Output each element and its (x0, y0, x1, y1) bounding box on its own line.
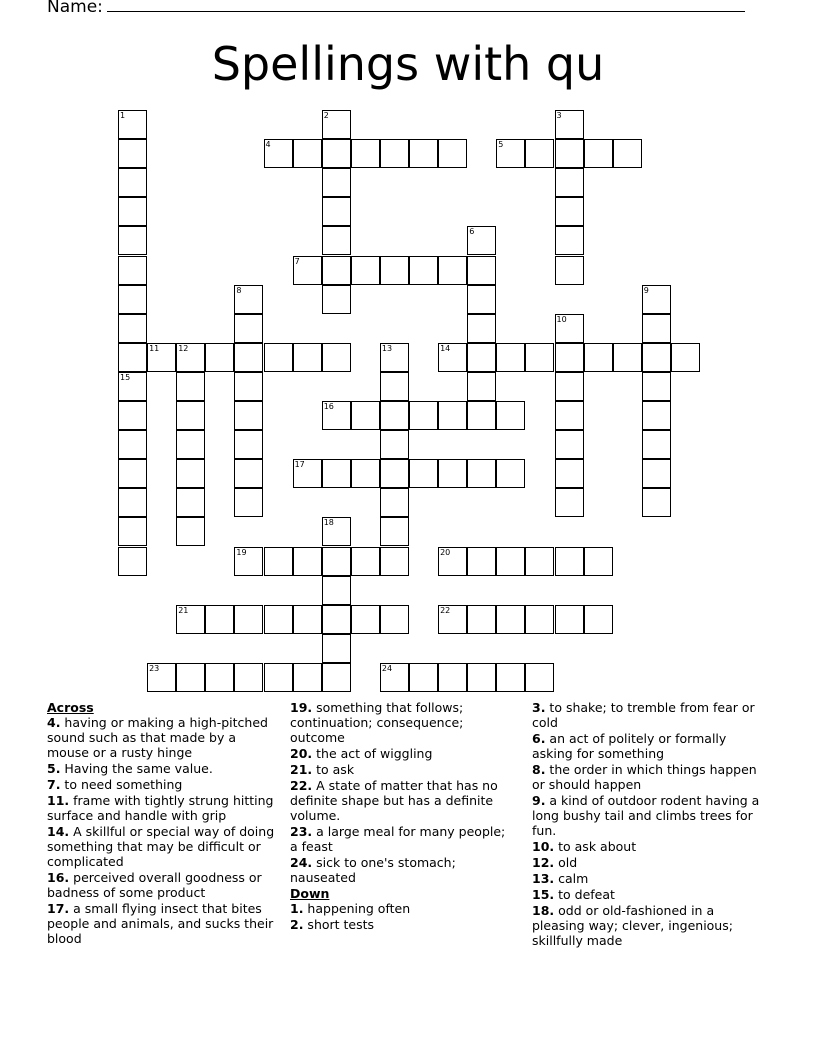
grid-cell[interactable] (496, 401, 525, 430)
grid-cell[interactable] (264, 605, 293, 634)
across-clue (47, 824, 281, 869)
grid-cell[interactable] (438, 459, 467, 488)
clue-number: 14. (47, 824, 70, 839)
grid-cell[interactable] (118, 226, 147, 255)
page-title: Spellings with qu (211, 37, 605, 91)
clues-column-2 (290, 700, 512, 933)
down-clue (532, 855, 766, 870)
clue-text: short tests (303, 917, 375, 932)
grid-cell[interactable] (496, 605, 525, 634)
grid-cell[interactable] (322, 256, 351, 285)
grid-cell[interactable] (234, 285, 263, 314)
grid-cell[interactable] (555, 459, 584, 488)
grid-cell[interactable] (293, 459, 322, 488)
down-clue (290, 901, 512, 916)
across-clue (290, 746, 512, 761)
grid-cell[interactable] (176, 605, 205, 634)
clue-number: 18 (323, 518, 334, 528)
down-clue (532, 887, 766, 902)
across-clue (47, 870, 281, 900)
grid-cell[interactable] (234, 663, 263, 692)
grid-cell[interactable] (555, 314, 584, 343)
grid-cell[interactable] (584, 139, 613, 168)
grid-cell[interactable] (642, 314, 671, 343)
clue-number: 8. (532, 762, 546, 777)
grid-cell[interactable] (118, 139, 147, 168)
across-clue (290, 855, 512, 885)
grid-cell[interactable] (380, 343, 409, 372)
grid-cell[interactable] (380, 256, 409, 285)
clue-text: to ask about (554, 839, 637, 854)
grid-cell[interactable] (467, 285, 496, 314)
grid-cell[interactable] (555, 605, 584, 634)
grid-cell[interactable] (176, 430, 205, 459)
grid-cell[interactable] (118, 517, 147, 546)
grid-cell[interactable] (234, 605, 263, 634)
clue-number: 5. (47, 761, 61, 776)
grid-cell[interactable] (438, 343, 467, 372)
clue-number: 13 (381, 343, 393, 353)
clue-number: 14 (440, 343, 451, 353)
grid-cell[interactable] (642, 343, 671, 372)
grid-cell[interactable] (205, 343, 234, 372)
grid-cell[interactable] (351, 401, 380, 430)
grid-cell[interactable] (555, 226, 584, 255)
grid-cell[interactable] (438, 663, 467, 692)
grid-cell[interactable] (118, 372, 147, 401)
clues-column-1 (47, 700, 281, 947)
grid-cell[interactable] (438, 256, 467, 285)
clue-text: Having the same value. (60, 761, 213, 776)
clue-number: 1 (120, 111, 126, 120)
grid-cell[interactable] (671, 343, 700, 372)
grid-cell[interactable] (555, 197, 584, 226)
clue-text: A state of matter that has no definite shape but has a definite volume. (290, 778, 498, 823)
clue-number: 16 (323, 402, 334, 411)
grid-cell[interactable] (118, 547, 147, 576)
clue-number: 20 (440, 547, 451, 557)
grid-cell[interactable] (496, 459, 525, 488)
grid-cell[interactable] (496, 663, 525, 692)
clue-number: 12 (178, 343, 189, 353)
clue-number: 11. (47, 793, 70, 808)
down-heading: Down (290, 886, 330, 901)
clue-number: 3. (532, 700, 546, 715)
clue-number: 23 (149, 663, 160, 673)
grid-cell[interactable] (584, 547, 613, 576)
clue-number: 20. (290, 746, 313, 761)
clue-number: 7 (294, 256, 300, 266)
grid-cell[interactable] (322, 547, 351, 576)
clue-number: 3 (556, 111, 562, 120)
grid-cell[interactable] (264, 663, 293, 692)
clue-text: having or making a high-pitched sound such as that made by a mouse or a rusty hinge (47, 715, 268, 760)
grid-cell[interactable] (584, 605, 613, 634)
down-clue (532, 871, 766, 886)
grid-cell[interactable] (438, 139, 467, 168)
grid-cell[interactable] (176, 343, 205, 372)
grid-cell[interactable] (293, 139, 322, 168)
clue-number: 22 (440, 605, 451, 615)
grid-cell[interactable] (467, 401, 496, 430)
clue-number: 21 (178, 605, 189, 615)
grid-cell[interactable] (409, 139, 438, 168)
grid-cell[interactable] (380, 663, 409, 692)
across-clue (47, 761, 281, 776)
grid-cell[interactable] (351, 256, 380, 285)
grid-cell[interactable] (322, 110, 351, 139)
grid-cell[interactable] (467, 459, 496, 488)
grid-cell[interactable] (293, 605, 322, 634)
grid-cell[interactable] (555, 110, 584, 139)
grid-cell[interactable] (380, 139, 409, 168)
clue-text: the act of wiggling (312, 746, 433, 761)
grid-cell[interactable] (322, 401, 351, 430)
clue-number: 13. (532, 871, 555, 886)
clue-text: to ask (312, 762, 355, 777)
grid-cell[interactable] (525, 663, 554, 692)
grid-cell[interactable] (438, 401, 467, 430)
grid-cell[interactable] (351, 605, 380, 634)
grid-cell[interactable] (525, 139, 554, 168)
clue-number: 2 (323, 111, 329, 120)
grid-cell[interactable] (322, 459, 351, 488)
across-clue (47, 901, 281, 946)
grid-cell[interactable] (322, 576, 351, 605)
grid-cell[interactable] (118, 488, 147, 517)
grid-cell[interactable] (467, 605, 496, 634)
grid-cell[interactable] (467, 663, 496, 692)
across-heading: Across (47, 700, 94, 715)
grid-cell[interactable] (642, 401, 671, 430)
grid-cell[interactable] (380, 372, 409, 401)
grid-cell[interactable] (496, 139, 525, 168)
grid-cell[interactable] (147, 343, 176, 372)
clue-text: to need something (60, 777, 183, 792)
grid-cell[interactable] (176, 488, 205, 517)
clue-text: the order in which things happen or should happen (532, 762, 757, 792)
grid-cell[interactable] (118, 285, 147, 314)
grid-cell[interactable] (176, 517, 205, 546)
clue-number: 16. (47, 870, 70, 885)
grid-cell[interactable] (555, 168, 584, 197)
clue-number: 22. (290, 778, 313, 793)
grid-cell[interactable] (555, 488, 584, 517)
clue-number: 19 (236, 547, 247, 557)
clue-text: happening often (303, 901, 411, 916)
grid-cell[interactable] (409, 663, 438, 692)
across-clue (290, 824, 512, 854)
clue-number: 7. (47, 777, 61, 792)
clue-number: 5 (498, 140, 504, 150)
grid-cell[interactable] (525, 343, 554, 372)
grid-cell[interactable] (234, 372, 263, 401)
grid-cell[interactable] (176, 372, 205, 401)
grid-cell[interactable] (176, 401, 205, 430)
clue-number: 17 (294, 460, 305, 470)
clue-number: 15. (532, 887, 555, 902)
clue-number: 11 (149, 343, 160, 353)
grid-cell[interactable] (118, 168, 147, 197)
clue-number: 23. (290, 824, 313, 839)
clue-number: 8 (236, 285, 242, 295)
grid-cell[interactable] (205, 605, 234, 634)
grid-cell[interactable] (467, 226, 496, 255)
grid-cell[interactable] (642, 285, 671, 314)
grid-cell[interactable] (380, 517, 409, 546)
grid-cell[interactable] (234, 488, 263, 517)
grid-cell[interactable] (351, 459, 380, 488)
clue-number: 18. (532, 903, 555, 918)
grid-cell[interactable] (409, 256, 438, 285)
clue-text: perceived overall goodness or badness of some product (47, 870, 262, 900)
grid-cell[interactable] (438, 547, 467, 576)
grid-cell[interactable] (380, 430, 409, 459)
grid-cell[interactable] (380, 401, 409, 430)
down-clue (290, 917, 512, 932)
clue-text: a large meal for many people; a feast (290, 824, 506, 854)
grid-cell[interactable] (147, 663, 176, 692)
clue-number: 24 (381, 663, 393, 673)
grid-cell[interactable] (234, 343, 263, 372)
clue-number: 15 (120, 372, 131, 382)
clue-number: 10. (532, 839, 555, 854)
down-clue (532, 762, 766, 792)
grid-cell[interactable] (351, 139, 380, 168)
grid-cell[interactable] (555, 430, 584, 459)
grid-cell[interactable] (555, 139, 584, 168)
clue-text: frame with tightly strung hitting surface and handle with grip (47, 793, 274, 823)
grid-cell[interactable] (118, 343, 147, 372)
grid-cell[interactable] (555, 372, 584, 401)
grid-cell[interactable] (642, 488, 671, 517)
grid-cell[interactable] (205, 663, 234, 692)
grid-cell[interactable] (322, 285, 351, 314)
grid-cell[interactable] (176, 663, 205, 692)
clue-number: 21. (290, 762, 313, 777)
clue-number: 24. (290, 855, 313, 870)
clue-number: 6 (469, 227, 475, 237)
clue-text: to shake; to tremble from fear or cold (532, 700, 755, 730)
grid-cell[interactable] (118, 401, 147, 430)
grid-cell[interactable] (293, 547, 322, 576)
grid-cell[interactable] (322, 226, 351, 255)
grid-cell[interactable] (496, 547, 525, 576)
across-clue (290, 700, 512, 745)
grid-cell[interactable] (293, 343, 322, 372)
grid-cell[interactable] (322, 605, 351, 634)
grid-cell[interactable] (467, 372, 496, 401)
grid-cell[interactable] (525, 605, 554, 634)
grid-cell[interactable] (322, 517, 351, 546)
grid-cell[interactable] (438, 605, 467, 634)
across-clue (47, 777, 281, 792)
grid-cell[interactable] (118, 197, 147, 226)
down-clue (532, 731, 766, 761)
clue-text: an act of politely or formally asking for something (532, 731, 727, 761)
grid-cell[interactable] (409, 401, 438, 430)
grid-cell[interactable] (467, 343, 496, 372)
grid-cell[interactable] (176, 459, 205, 488)
clue-number: 4. (47, 715, 61, 730)
down-clue (532, 793, 766, 838)
across-clue (47, 793, 281, 823)
grid-cell[interactable] (322, 139, 351, 168)
clue-number: 9 (643, 285, 649, 295)
clue-text: a kind of outdoor rodent having a long bushy tail and climbs trees for fun. (532, 793, 760, 838)
grid-cell[interactable] (380, 547, 409, 576)
grid-cell[interactable] (118, 430, 147, 459)
grid-cell[interactable] (467, 314, 496, 343)
down-clue (532, 839, 766, 854)
grid-cell[interactable] (234, 430, 263, 459)
across-clue (290, 762, 512, 777)
grid-cell[interactable] (118, 256, 147, 285)
grid-cell[interactable] (234, 314, 263, 343)
grid-cell[interactable] (234, 459, 263, 488)
grid-cell[interactable] (234, 401, 263, 430)
across-clue (47, 715, 281, 760)
down-clue (532, 700, 766, 730)
grid-cell[interactable] (322, 197, 351, 226)
clue-text: to defeat (554, 887, 615, 902)
grid-cell[interactable] (264, 343, 293, 372)
grid-cell[interactable] (264, 547, 293, 576)
clue-text: odd or old-fashioned in a pleasing way; clever, ingenious; skillfully made (532, 903, 733, 948)
clue-text: calm (554, 871, 589, 886)
down-clue (532, 903, 766, 948)
grid-cell[interactable] (642, 430, 671, 459)
grid-cell[interactable] (467, 547, 496, 576)
across-clue (290, 778, 512, 823)
grid-cell[interactable] (380, 488, 409, 517)
grid-cell[interactable] (322, 663, 351, 692)
clue-number: 9. (532, 793, 546, 808)
grid-cell[interactable] (642, 459, 671, 488)
clue-text: a small flying insect that bites people and animals, and sucks their blood (47, 901, 274, 946)
clue-number: 4 (265, 140, 271, 150)
clue-number: 1. (290, 901, 304, 916)
grid-cell[interactable] (642, 372, 671, 401)
grid-cell[interactable] (322, 634, 351, 663)
grid-cell[interactable] (322, 343, 351, 372)
grid-cell[interactable] (555, 343, 584, 372)
clue-text: sick to one's stomach; nauseated (290, 855, 456, 885)
clues-column-3 (532, 700, 766, 949)
grid-cell[interactable] (496, 343, 525, 372)
grid-cell[interactable] (380, 459, 409, 488)
clue-number: 6. (532, 731, 546, 746)
grid-cell[interactable] (293, 256, 322, 285)
name-label: Name: (47, 0, 103, 17)
clue-number: 2. (290, 917, 304, 932)
grid-cell[interactable] (613, 139, 642, 168)
grid-cell[interactable] (555, 256, 584, 285)
grid-cell[interactable] (613, 343, 642, 372)
grid-cell[interactable] (467, 256, 496, 285)
clue-text: A skillful or special way of doing something that may be difficult or complicated (47, 824, 275, 869)
clue-number: 17. (47, 901, 70, 916)
grid-cell[interactable] (380, 605, 409, 634)
grid-cell[interactable] (555, 547, 584, 576)
grid-cell[interactable] (118, 314, 147, 343)
grid-cell[interactable] (351, 547, 380, 576)
grid-cell[interactable] (409, 459, 438, 488)
grid-cell[interactable] (118, 110, 147, 139)
clue-text: something that follows; continuation; consequence; outcome (290, 700, 464, 745)
grid-cell[interactable] (293, 663, 322, 692)
grid-cell[interactable] (525, 547, 554, 576)
clue-number: 19. (290, 700, 313, 715)
grid-cell[interactable] (234, 547, 263, 576)
clue-number: 12. (532, 855, 555, 870)
grid-cell[interactable] (584, 343, 613, 372)
grid-cell[interactable] (264, 139, 293, 168)
grid-cell[interactable] (555, 401, 584, 430)
grid-cell[interactable] (118, 459, 147, 488)
clue-text: old (554, 855, 578, 870)
clue-number: 10 (556, 314, 567, 324)
grid-cell[interactable] (322, 168, 351, 197)
